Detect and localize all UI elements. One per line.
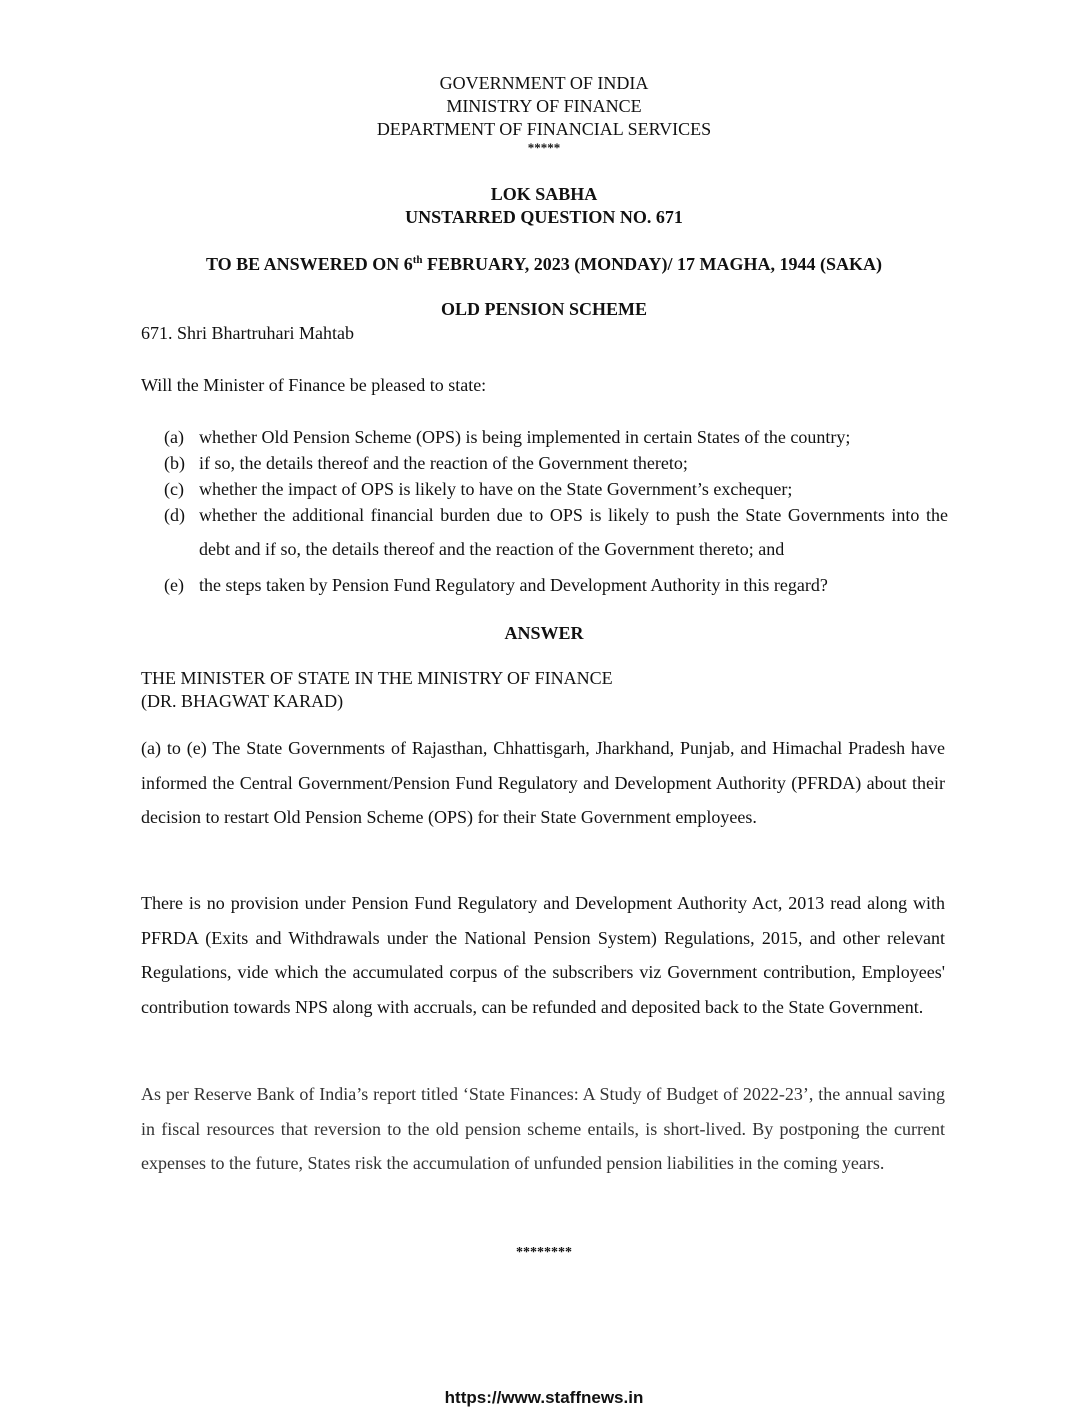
end-stars: ******** <box>516 1245 572 1260</box>
member-name: 671. Shri Bhartruhari Mahtab <box>141 323 354 343</box>
answer-paragraph-2: There is no provision under Pension Fund Regulatory and Development Authority Act, 2013 read along with PFRDA (Exits and Withdrawals under the National Pension System) Regulations, 2015, and other relevant Regulations, vide which the accumulated corpus of the subscribers viz Government contribution, Employees' contribution towards NPS along with accruals, can be refunded and deposited back to the State Government. <box>141 893 945 1017</box>
minister-title: THE MINISTER OF STATE IN THE MINISTRY OF FINANCE <box>141 668 613 688</box>
header-ministry: MINISTRY OF FINANCE <box>446 96 642 116</box>
question-label: (e) <box>164 575 184 595</box>
header-department: DEPARTMENT OF FINANCIAL SERVICES <box>376 119 712 139</box>
answer-date-suffix: FEBRUARY, 2023 (MONDAY)/ 17 MAGHA, 1944 (SAKA) <box>422 254 883 274</box>
header-government: GOVERNMENT OF INDIA <box>439 73 649 93</box>
subject-title: OLD PENSION SCHEME <box>440 299 648 319</box>
question-text: whether the impact of OPS is likely to have on the State Government’s exchequer; <box>199 479 793 499</box>
question-text: the steps taken by Pension Fund Regulatory and Development Authority in this regard? <box>199 575 828 595</box>
answer-heading: ANSWER <box>504 623 584 643</box>
question-label: (d) <box>164 505 185 525</box>
answer-date <box>0 253 1088 275</box>
answer-date-sup: th <box>412 254 423 266</box>
question-text: if so, the details thereof and the reaction of the Government thereto; <box>199 453 688 473</box>
answer-paragraph-1: (a) to (e) The State Governments of Rajasthan, Chhattisgarh, Jharkhand, Punjab, and Himachal Pradesh have informed the Central Government/Pension Fund Regulatory and Development Authority (PFRDA) about their decision to restart Old Pension Scheme (OPS) for their State Government employees. <box>141 738 945 827</box>
question-item-e <box>164 568 948 602</box>
question-text: whether the additional financial burden due to OPS is likely to push the State Governments into the debt and if so, the details thereof and the reaction of the Government thereto; and <box>199 505 948 559</box>
answer-paragraph-3: As per Reserve Bank of India’s report titled ‘State Finances: A Study of Budget of 2022-23’, the annual saving in fiscal resources that reversion to the old pension scheme entails, is short-lived. By postponing the current expenses to the future, States risk the accumulation of unfunded pension liabilities in the coming years. <box>141 1084 945 1173</box>
answer-date-prefix: TO BE ANSWERED ON 6 <box>205 254 413 274</box>
footer-url[interactable]: https://www.staffnews.in <box>444 1388 644 1407</box>
question-item-d <box>164 498 948 566</box>
question-intro: Will the Minister of Finance be pleased to state: <box>141 375 487 395</box>
header-stars: ***** <box>527 140 561 155</box>
house-name: LOK SABHA <box>490 184 598 204</box>
minister-name: (DR. BHAGWAT KARAD) <box>141 691 344 711</box>
question-label: (a) <box>164 427 184 447</box>
question-label: (c) <box>164 479 184 499</box>
question-text: whether Old Pension Scheme (OPS) is being implemented in certain States of the country; <box>199 427 851 447</box>
question-number: UNSTARRED QUESTION NO. 671 <box>405 207 683 227</box>
question-label: (b) <box>164 453 185 473</box>
